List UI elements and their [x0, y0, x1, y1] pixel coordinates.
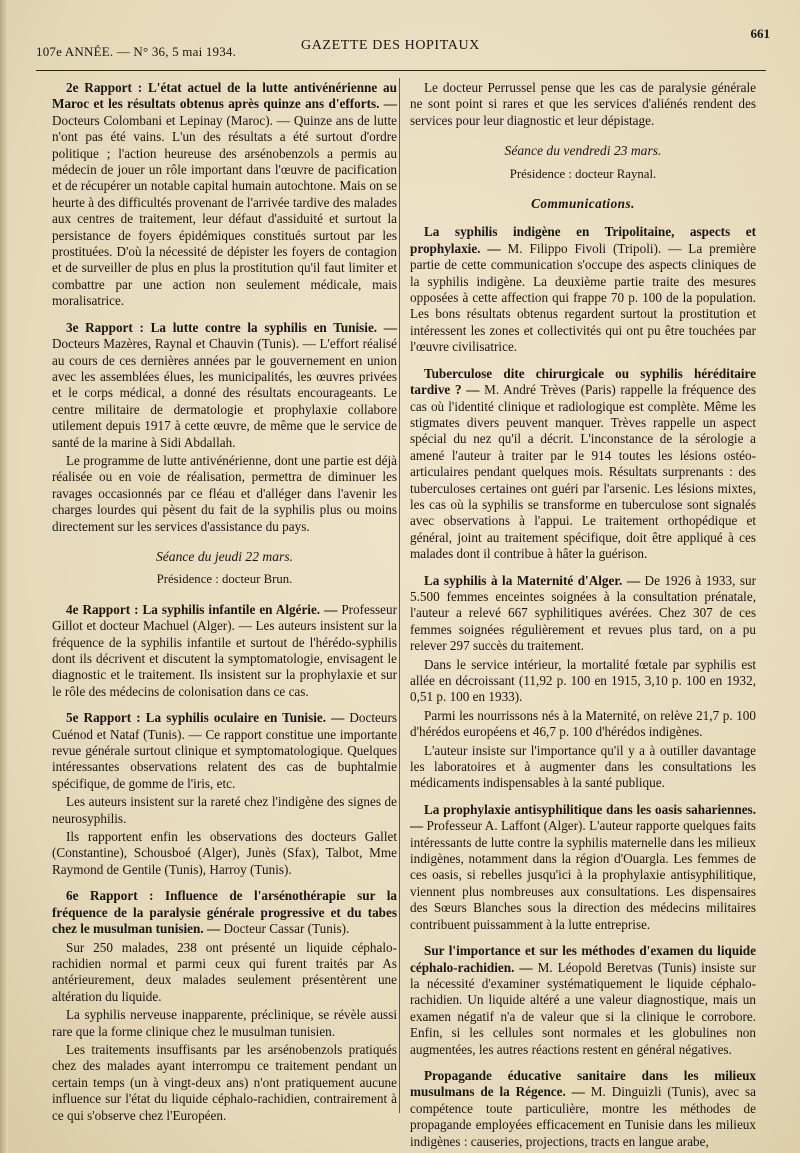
report-5-body-3: Ils rapportent enfin les observations des docteurs Gallet (Constantine), Schousboé (Alger), Junès (Sfax), Talbot, Mme Raymond de Gentile (Tunis), Harroy (Tunis).	[52, 829, 397, 877]
seance-22-mars-title: Séance du jeudi 22 mars.	[155, 548, 294, 564]
report-2-body: Docteurs Colombani et Lepinay (Maroc). — Quinze ans de lutte n'ont pas été vains. L'un des résultats a été surtout d'ordre politique ; l'action heureuse des arsénobenzols a permis au médecin de jouer un rôle important dans l'œuvre de pacification et de récupérer un notable capital humain autochtone. Mais on se heurte à des difficultés provenant de l'arrivée tardive des malades aux centres de traitement, leur défaut d'assiduité et surtout la persistance de foyers épidémiques constitués surtout par les prostituées. D'où la nécessité de dépister les foyers de contagion et de surveiller de plus en plus la prostitution qu'il faut limiter et combattre par une action non seulement médicale, mais moralisatrice.	[52, 112, 397, 309]
report-6-title: 6e Rapport : Influence de l'arsénothérapie sur la fréquence de la paralysie générale progressive et du tabes chez le musulman tunisien. —	[52, 888, 397, 937]
left-column	[52, 80, 397, 1134]
communication-4-body: Professeur A. Laffont (Alger). L'auteur rapporte quelques faits intéressants de lutte contre la syphilis maternelle dans les milieux indigènes, notamment dans la région d'Ouargla. Les femmes de ces oasis, si rebelles jusqu'ici à la prophylaxie antisyphilitique, viennent plus nombreuses aux consultations. Les dispensaires des Sœurs Blanches sous la direction des médecins militaires contribuent puissamment à la lutte entreprise.	[410, 818, 756, 932]
report-5-body-2: Les auteurs insistent sur la rareté chez l'indigène des signes de neurosyphilis.	[52, 794, 397, 826]
report-6-body-4: Les traitements insuffisants par les arsénobenzols pratiqués chez des malades ayant interrompu ce traitement pendant un certain temps (un à vingt-deux ans) n'ont pratiquement aucune influence sur l'état du liquide céphalo-rachidien, contrairement à ce qui s'observe chez l'Européen.	[52, 1041, 397, 1123]
report-6-body: Docteur Cassar (Tunis).	[223, 921, 350, 937]
report-4-title: 4e Rapport : La syphilis infantile en Algérie. —	[66, 601, 338, 617]
communication-2-body: M. André Trèves (Paris) rappelle la fréquence des cas où l'identité clinique et radiologique est complète. Même les stigmates divers peuvent manquer. Trèves rappelle un aspect spécial du nez qu'il a décrit. L'inconstance de la sérologie a amené l'auteur à traiter par le 914 toutes les lésions ostéo-articulaires pendant quelques mois. Résultats surprenants : des tuberculoses certaines ont guéri par l'arsenic. Les lésions mixtes, les cas où la syphilis se transforme en tuberculose sont signalés avec observations à l'appui. Le traitement orthopédique et général, joint au traitement spécifique, doit être appliqué à ces malades dont il contribue à hâter la guérison.	[410, 382, 756, 562]
report-3-body: Docteurs Mazères, Raynal et Chauvin (Tunis). — L'effort réalisé au cours de ces dernières années par le gouvernement en union avec les assemblées élues, les municipalités, les œuvres privées et le corps médical, a donné des résultats encourageants. Le centre militaire de dermatologie et prophylaxie collabore utilement depuis 1917 à cette œuvre, de même que le service de santé de la marine à Sidi Abdallah.	[52, 336, 397, 450]
communication-2-title: Tuberculose dite chirurgicale ou syphilis héréditaire tardive ? —	[410, 365, 756, 398]
header-rule	[36, 70, 766, 71]
communication-3-body-4: L'auteur insiste sur l'importance qu'il y a à outiller davantage les laboratoires et à augmenter dans les consultations les médicaments indispensables à la santé publique.	[410, 742, 756, 791]
communication-3-body-3: Parmi les nourrissons nés à la Maternité, on relève 21,7 p. 100 d'hérédos européens et 46,7 p. 100 d'hérédos indigènes.	[410, 707, 756, 740]
issue-info: 107e ANNÉE. — N° 36, 5 mai 1934.	[36, 44, 237, 59]
communication-4-title: La prophylaxie antisyphilitique dans les oasis sahariennes. —	[410, 801, 756, 834]
communication-1-body: M. Filippo Fivoli (Tripoli). — La première partie de cette communication s'occupe des aspects cliniques de la syphilis indigène. La deuxième partie traite des mesures opposées à cette affection qui frappe 70 p. 100 de la population. Les bons résultats obtenus regardent surtout la prostitution et intéressent les zones et collectivités qui ont pu être touchées par l'œuvre civilisatrice.	[410, 240, 756, 355]
right-column	[410, 80, 756, 1153]
page-binding-edge	[0, 0, 8, 1153]
communication-2	[410, 366, 756, 563]
communication-1-title: La syphilis indigène en Tripolitaine, aspects et prophylaxie. —	[410, 224, 756, 256]
report-4	[52, 602, 397, 700]
report-6	[52, 888, 397, 937]
report-3-title: 3e Rapport : La lutte contre la syphilis en Tunisie. —	[66, 319, 397, 335]
communication-1	[410, 224, 756, 355]
report-3-body-2: Le programme de lutte antivénérienne, dont une partie est déjà réalisée ou en voie de réalisation, permettra de diminuer les ravages occasionnés par ce fléau et d'alléger dans l'avenir les charges lourdes qui pèsent du fait de la syphilis plus ou moins directement sur les services d'assistance du pays.	[52, 452, 397, 534]
communication-3-title: La syphilis à la Maternité d'Alger. —	[424, 572, 641, 588]
communication-4	[410, 802, 756, 933]
report-5-title: 5e Rapport : La syphilis oculaire en Tunisie. —	[66, 710, 345, 726]
communication-3	[410, 573, 756, 655]
communication-5	[410, 943, 756, 1058]
report-2	[52, 80, 397, 310]
report-5	[52, 710, 397, 792]
report-6-body-2: Sur 250 malades, 238 ont présenté un liquide céphalo-rachidien normal et parmi ceux qui furent traités par As antérieurement, deux malades seulement présentèrent une altération du liquide.	[52, 939, 397, 1004]
report-4-body: Professeur Gillot et docteur Machuel (Alger). — Les auteurs insistent sur la fréquence de la syphilis infantile et surtout de l'hérédo-syphilis dont ils décrivent et discutent la symptomatologie, envisagent le diagnostic et le traitement. Ils insistent sur la prophylaxie et sur le rôle des médecins de colonisation dans ce cas.	[52, 601, 397, 699]
communication-3-body-2: Dans le service intérieur, la mortalité fœtale par syphilis est allée en décroissant (11,92 p. 100 en 1915, 3,10 p. 100 en 1932, 0,51 p. 100 en 1933).	[410, 656, 756, 705]
seance-23-mars-title: Séance du vendredi 23 mars.	[504, 143, 662, 159]
communication-5-body: M. Léopold Beretvas (Tunis) insiste sur la nécessité d'examiner systématiquement le liquide céphalo-rachidien. Un liquide altéré a une valeur diagnostique, mais un examen négatif n'a de valeur que si la clinique le corrobore. Enfin, si les cellules sont normales et les globulines non augmentées, les autres réactions restent en général négatives.	[410, 959, 756, 1057]
column-divider	[399, 78, 400, 1113]
journal-title: GAZETTE DES HOPITAUX	[301, 38, 480, 53]
communication-6	[410, 1068, 756, 1150]
discussion-perrussel: Le docteur Perrussel pense que les cas de paralysie générale ne sont point si rares et que les services d'aliénés rendent des services pour leur diagnostic et leur dépistage.	[410, 80, 756, 128]
communications-heading: Communications.	[531, 196, 635, 212]
communication-5-title: Sur l'importance et sur les méthodes d'examen du liquide céphalo-rachidien. —	[410, 943, 756, 975]
seance-22-mars-presidence: Présidence : docteur Brun.	[156, 572, 293, 587]
report-5-body: Docteurs Cuénod et Nataf (Tunis). — Ce rapport constitue une importante revue générale surtout clinique et symptomatologique. Quelques intéressantes observations relatent des cas de buphtalmie spécifique, de gomme de l'iris, etc.	[52, 710, 397, 791]
communication-6-body: M. Dinguizli (Tunis), avec sa compétence toute particulière, montre les méthodes de propagande employées efficacement en Tunisie dans les milieux indigènes : causeries, projections, tracts en langue arabe,	[410, 1084, 756, 1149]
report-3	[52, 320, 397, 451]
report-2-title: 2e Rapport : L'état actuel de la lutte antivénérienne au Maroc et les résultats obtenus après quinze ans d'efforts. —	[52, 80, 397, 112]
page-number: 661	[750, 26, 770, 41]
page-header	[36, 26, 770, 66]
report-6-body-3: La syphilis nerveuse inapparente, préclinique, se révèle aussi rare que la forme clinique chez le musulman tunisien.	[52, 1007, 397, 1039]
communication-6-title: Propagande éducative sanitaire dans les milieux musulmans de la Régence. —	[410, 1067, 756, 1100]
communication-3-body: De 1926 à 1933, sur 5.500 femmes enceintes soignées à la consultation prénatale, l'auteur a relevé 667 syphilitiques avérées. Chez 307 de ces femmes soignées régulièrement et revues plus tard, on a pu relever 297 succès du traitement.	[410, 572, 757, 654]
seance-23-mars-presidence: Présidence : docteur Raynal.	[509, 166, 657, 181]
